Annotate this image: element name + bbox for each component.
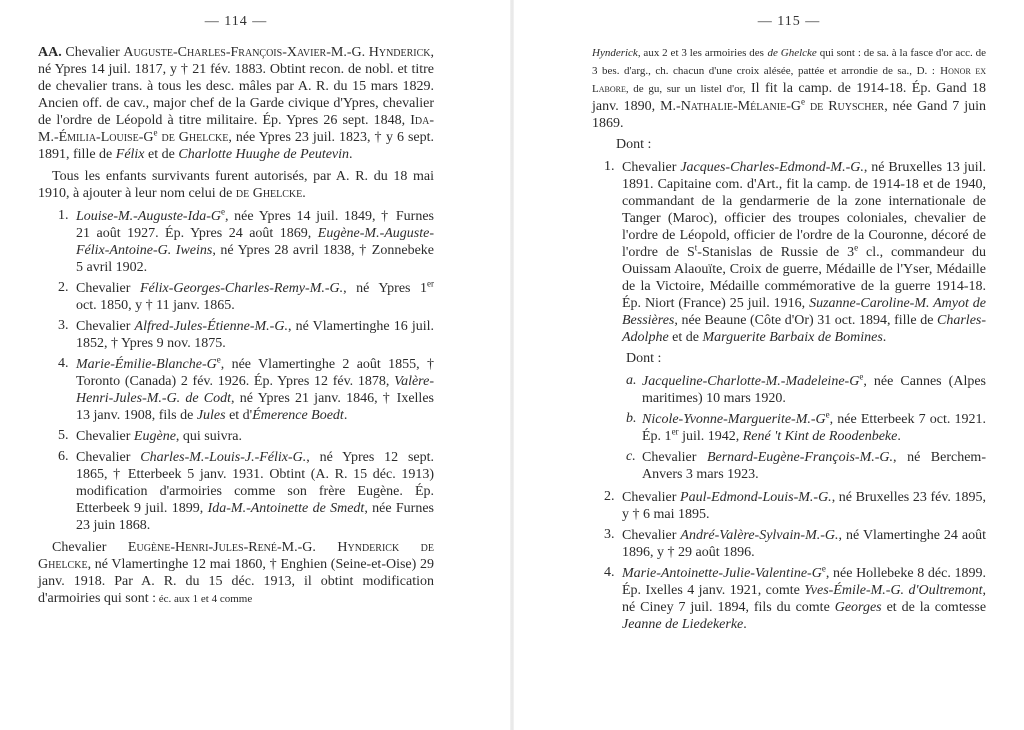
gchild-spouse: René 't Kint de Roodenbeke — [742, 429, 898, 444]
grandchildren-list — [592, 373, 986, 483]
next-entry — [38, 539, 434, 608]
entry-end: . — [349, 147, 353, 162]
child-name: Paul-Edmond-Louis-M.-G. — [680, 490, 832, 505]
child-father: Jules — [196, 408, 226, 423]
list-item — [592, 373, 986, 407]
child-end: . — [743, 617, 747, 632]
child-name: Félix-Georges-Charles-Remy-M.-G. — [139, 281, 344, 296]
child-prefix: Chevalier — [622, 160, 677, 175]
gchild-name: Bernard-Eugène-François-M.-G. — [706, 450, 894, 465]
next-entry-text: , né Vlamertinghe 12 mai 1860, † Enghien (Seine-et-Oise) 29 janv. 1918. Par A. R. du 15 déc. 1913, il obtint modification d'armoiries qui sont : — [38, 557, 434, 606]
right-children-list — [592, 159, 986, 346]
child-sup: e — [216, 354, 221, 365]
child-prefix: Chevalier — [76, 450, 131, 465]
child-text: , née Ypres 14 juil. 1849, † Furnes 21 août 1927. Ép. Ypres 24 août 1869, — [76, 209, 434, 241]
child-father: Charles-Adolphe — [622, 313, 987, 345]
cont-small-4: qui sont : de sa. à la fasce d'or acc. de 3 bes. d'arg., ch. chacun d'une croix alésée, pattée et arrondie de sa., D. : — [592, 47, 986, 77]
item-number: 1. — [58, 208, 69, 223]
child-and: et d' — [229, 408, 253, 423]
item-text — [76, 318, 434, 352]
child-text-2: , né Ypres 21 janv. 1846, † Ixelles 13 janv. 1908, fils de — [76, 391, 434, 423]
child-text: , né Ypres 12 sept. 1865, † Etterbeek 5 janv. 1931. Obtint (A. R. 15 déc. 1913) modification d'armoiries comme son frère Eugène. Ép. Etterbeek 9 juil. 1899, — [76, 450, 434, 516]
child-text-3: cl., commandeur du Ouissam Alaouïte, Croix de guerre, Médaille de l'Yser, Médaille de la Victoire, Médaille commémorative de la guerre 1914-18. Ép. Niort (France) 25 juil. 1916, — [622, 245, 987, 311]
gchild-sup: e — [825, 409, 830, 420]
child-name: Eugène — [133, 429, 176, 444]
cont-text: Il fit la camp. de 1914-18. Ép. Gand 18 janv. 1890, M.- — [592, 81, 987, 114]
list-item — [38, 356, 434, 424]
entry-spouse: Ida-M.-Émilia-Louise-G — [38, 113, 435, 145]
child-spouse: Yves-Émile-M.-G. d'Oultremont — [804, 583, 983, 598]
right-children-list-2 — [592, 489, 986, 633]
item-number: 4. — [58, 356, 69, 371]
authorization-paragraph — [38, 168, 434, 202]
list-item — [38, 280, 434, 314]
child-mother: Émerence Boedt — [252, 408, 344, 423]
children-list — [38, 208, 434, 534]
child-sup: e — [221, 206, 226, 217]
gchild-name: Nicole-Yvonne-Marguerite-M.-G — [642, 412, 826, 427]
child-text: , née Vlamertinghe 2 août 1855, † Toronto (Canada) 2 fév. 1926. Ép. Ypres 12 fév. 1878, — [76, 357, 434, 389]
list-item — [38, 428, 434, 445]
gchild-text: , né Berchem-Anvers 3 mars 1923. — [642, 450, 986, 482]
item-letter: b. — [626, 411, 637, 426]
child-name: Jacques-Charles-Edmond-M.-G. — [680, 160, 864, 175]
child-text: , née Hollebeke 8 déc. 1899. Ép. Ixelles 4 janv. 1921, comte — [622, 566, 986, 598]
gchild-sup: e — [859, 371, 864, 382]
authorization-name: de Ghelcke — [235, 186, 303, 201]
cont-spouse-sup: e — [801, 96, 805, 107]
child-and: et de la comtesse — [886, 600, 987, 615]
authorization-end: . — [302, 186, 306, 201]
item-number: 3. — [58, 318, 69, 333]
item-text — [642, 449, 986, 483]
entry-and: et de — [148, 147, 175, 162]
child-name: André-Valère-Sylvain-M.-G. — [680, 528, 839, 543]
list-item — [592, 159, 986, 346]
item-text — [622, 489, 986, 523]
item-letter: c. — [626, 449, 636, 464]
item-text — [622, 565, 986, 633]
cont-end: , née Gand 7 juin 1869. — [592, 99, 986, 131]
continuation-paragraph — [592, 44, 986, 132]
entry-spouse-sup: e — [153, 127, 158, 138]
cont-small-5: , de gu, sur un listel d'or, — [625, 83, 746, 95]
cont-small-3: de Ghelcke — [767, 47, 817, 59]
item-text — [76, 449, 434, 534]
right-page — [512, 0, 1024, 730]
child-end: . — [343, 408, 348, 423]
gchild-prefix: Chevalier — [642, 450, 697, 465]
child-spouse: Eugène-M.-Auguste-Félix-Antoine-G. Iweins — [76, 226, 434, 258]
next-entry-small: éc. aux 1 et 4 comme — [156, 593, 253, 605]
gchild-text: , née Cannes (Alpes maritimes) 10 mars 1920. — [642, 374, 986, 406]
cont-small-2: , aux 2 et 3 les armoiries des — [637, 47, 764, 59]
child-name: Marie-Émilie-Blanche-G — [76, 357, 217, 372]
child-father: Georges — [834, 600, 882, 615]
item-number: 4. — [604, 565, 615, 580]
item-text — [622, 159, 986, 346]
next-entry-name: Eugène-Henri-Jules-René-M.-G. Hynderick de Ghelcke — [38, 540, 434, 572]
child-spouse: Valère-Henri-Jules-M.-G. de Codt — [76, 374, 434, 406]
child-mother: Jeanne de Liedekerke — [622, 617, 744, 632]
authorization-text: Tous les enfants survivants furent autorisés, par A. R. du 18 mai 1910, à ajouter à leur nom celui de — [38, 169, 434, 201]
child-sup: e — [821, 563, 826, 574]
next-entry-prefix: Chevalier — [52, 540, 107, 555]
child-text-2: , né Ypres 28 avril 1838, † Zonnebeke 5 avril 1902. — [76, 243, 434, 275]
child-text-4: , née Beaune (Côte d'Or) 31 oct. 1894, fille de — [674, 313, 934, 328]
list-item — [592, 449, 986, 483]
child-name: Louise-M.-Auguste-Ida-G — [76, 209, 222, 224]
gchild-sup-2: er — [671, 426, 679, 437]
child-prefix: Chevalier — [76, 429, 131, 444]
cont-spouse-de: de Ruyscher — [809, 99, 885, 114]
item-text — [76, 428, 434, 445]
list-item — [592, 411, 986, 445]
child-sup-2: e — [854, 242, 859, 253]
child-prefix: Chevalier — [622, 490, 677, 505]
item-text — [642, 411, 986, 445]
cont-small-1: Hynderick — [592, 47, 638, 59]
entry-spouse-de: de Ghelcke — [161, 130, 229, 145]
item-text — [76, 280, 434, 314]
dont-heading-2: Dont : — [626, 351, 662, 366]
gchild-end: . — [897, 429, 901, 444]
list-item — [592, 489, 986, 523]
item-letter: a. — [626, 373, 637, 388]
child-text: , né Vlamertinghe 16 juil. 1852, † Ypres 9 nov. 1875. — [76, 319, 434, 351]
entry-name: Auguste-Charles-François-Xavier-M.-G. Hynderick — [123, 45, 431, 60]
gchild-name: Jacqueline-Charlotte-M.-Madeleine-G — [642, 374, 860, 389]
item-text — [76, 208, 434, 276]
child-text-2: , né Ciney 7 juil. 1894, fils du comte — [622, 583, 986, 615]
child-name: Alfred-Jules-Étienne-M.-G. — [134, 319, 288, 334]
dont-heading-1: Dont : — [616, 137, 652, 152]
gchild-text: , née Etterbeek 7 oct. 1921. Ép. 1 — [642, 412, 986, 444]
main-entry — [38, 44, 434, 163]
child-name: Marie-Antoinette-Julie-Valentine-G — [622, 566, 822, 581]
child-mother: Marguerite Barbaix de Bomines — [702, 330, 883, 345]
entry-text-2: , née Ypres 23 juil. 1823, † y 6 sept. 1891, fille de — [38, 130, 435, 162]
entry-father: Félix — [115, 147, 145, 162]
entry-text-1: , né Ypres 14 juil. 1817, y † 21 fév. 1883. Obtint recon. de nobl. et titre de chevalier trans. à tous les desc. mâles par A. R. du 15 mars 1829. Ancien off. de cav., major chef de la Garde civique d'Ypres, chevalier de l'ordre de Léopold à titre militaire. Ép. Ypres 26 sept. 1848, — [38, 45, 435, 128]
child-sup: t — [694, 242, 698, 253]
entry-label: AA. — [38, 45, 62, 60]
page-number-left: — 114 — — [204, 14, 268, 29]
child-text: , né Bruxelles 23 fév. 1895, y † 6 mai 1895. — [622, 490, 987, 522]
child-text-2: -Stanislas de Russie de 3 — [697, 245, 855, 260]
item-text — [76, 356, 434, 424]
item-text — [642, 373, 986, 407]
child-spouse: Suzanne-Caroline-M. Amyot de Bessières — [622, 296, 987, 328]
child-sup: er — [427, 278, 435, 289]
child-prefix: Chevalier — [76, 281, 131, 296]
item-number: 5. — [58, 428, 69, 443]
item-number: 2. — [604, 489, 615, 504]
child-end: . — [882, 330, 887, 345]
cont-spouse: Nathalie-Mélanie-G — [680, 99, 801, 114]
child-text: , né Vlamertinghe 24 août 1896, y † 29 août 1896. — [622, 528, 987, 560]
child-and: et de — [672, 330, 699, 345]
list-item — [592, 565, 986, 633]
item-number: 1. — [604, 159, 615, 174]
list-item — [592, 527, 986, 561]
list-item — [38, 449, 434, 534]
child-text-2: oct. 1850, y † 11 janv. 1865. — [76, 298, 235, 313]
item-number: 2. — [58, 280, 69, 295]
list-item — [38, 318, 434, 352]
item-number: 3. — [604, 527, 615, 542]
child-text: , qui suivra. — [175, 429, 243, 444]
list-item — [38, 208, 434, 276]
entry-title-prefix: Chevalier — [65, 45, 120, 60]
motto: Honor ex Labore — [592, 65, 986, 95]
entry-mother: Charlotte Huughe de Peutevin — [178, 147, 350, 162]
child-text-2: , née Furnes 23 juin 1868. — [76, 501, 434, 533]
child-text: , né Ypres 1 — [343, 281, 428, 296]
child-name: Charles-M.-Louis-J.-Félix-G. — [140, 450, 307, 465]
page-number-right: — 115 — — [757, 14, 821, 29]
item-number: 6. — [58, 449, 69, 464]
child-spouse: Ida-M.-Antoinette de Smedt — [207, 501, 365, 516]
child-prefix: Chevalier — [76, 319, 131, 334]
child-prefix: Chevalier — [622, 528, 677, 543]
gchild-text-2: juil. 1942, — [678, 429, 740, 444]
item-text — [622, 527, 986, 561]
child-text: , né Bruxelles 13 juil. 1891. Capitaine com. d'Art., fit la camp. de 1914-18 et de 1940, commandant de la gendarmerie de la zone internationale de Tanger (Maroc), officier des troupes coloniales, chevalier de l'ordre de Léopold, officier de l'ordre de la Couronne, décoré de l'ordre de S — [622, 160, 986, 260]
